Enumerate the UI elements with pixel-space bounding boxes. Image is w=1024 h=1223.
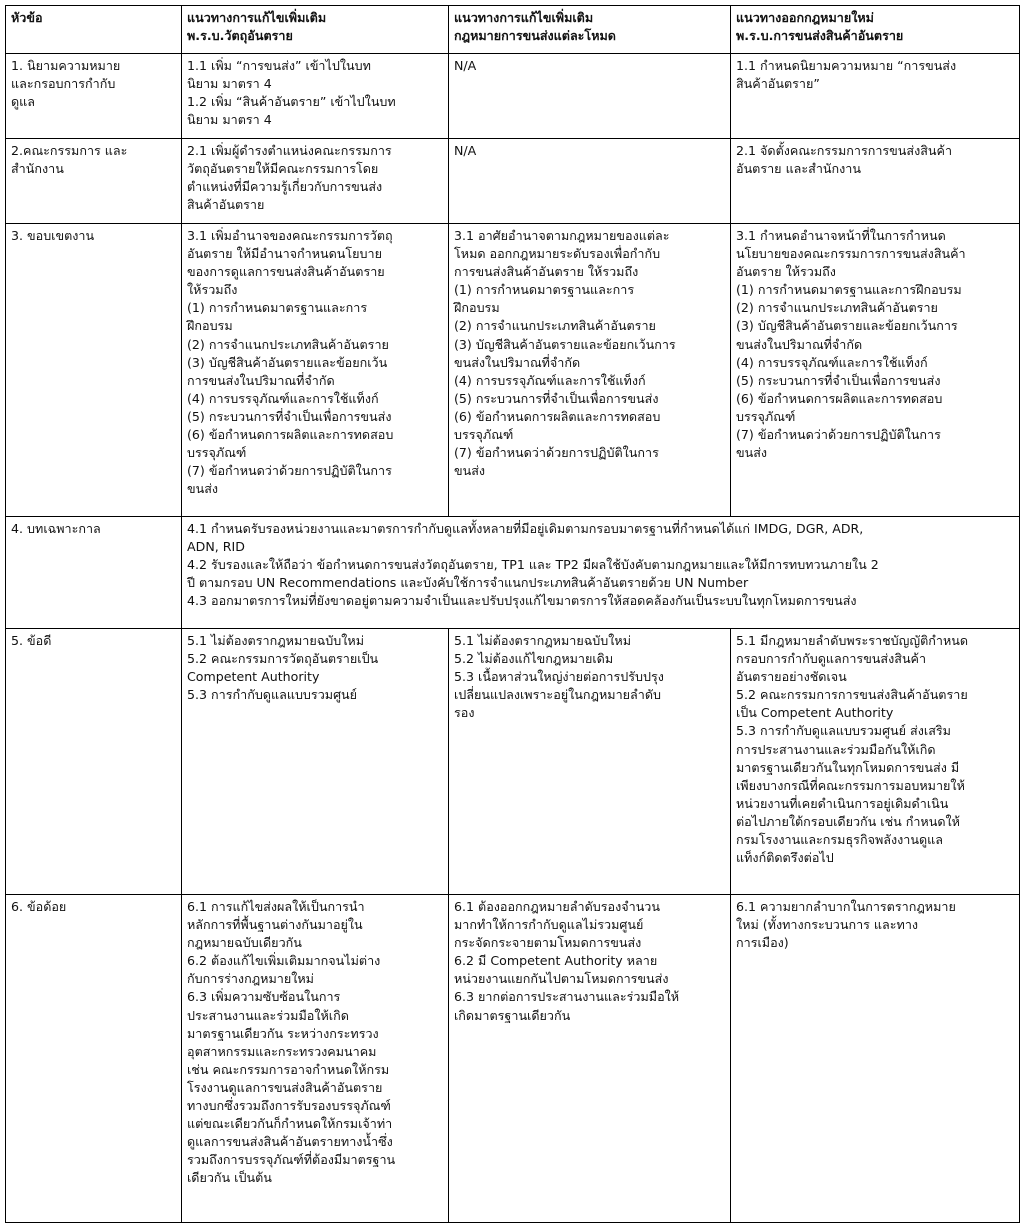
row-topic: 2.คณะกรรมการ และ สำนักงาน [6,139,182,224]
cell-col3: 3.1 กำหนดอำนาจหน้าที่ในการกำหนด นโยบายของคณะกรรมการการขนส่งสินค้า อันตราย ให้รวมถึง (1) การกำหนดมาตรฐานและการฝึกอบรม (2) การจำแนกประเภทสินค้าอันตราย (3) บัญชีสินค้าอันตรายและข้อยกเว้นการ ขนส่งในปริมาณที่จำกัด (4) การบรรจุภัณฑ์และการใช้แท็งก์ (5) กระบวนการที่จำเป็นเพื่อการขนส่ง (6) ข้อกำหนดการผลิตและการทดสอบ บรรจุภัณฑ์ (7) ข้อกำหนดว่าด้วยการปฏิบัติในการ ขนส่ง [731,224,1020,517]
header-amend-hazardous-substance-act: แนวทางการแก้ไขเพิ่มเติม พ.ร.บ.วัตถุอันตราย [182,6,449,54]
cell-col2: 5.1 ไม่ต้องตรากฎหมายฉบับใหม่ 5.2 ไม่ต้องแก้ไขกฎหมายเดิม 5.3 เนื้อหาส่วนใหญ่ง่ายต่อการปรับปรุง เปลี่ยนแปลงเพราะอยู่ในกฎหมายลำดับ รอง [449,629,731,895]
cell-merged-transitional: 4.1 กำหนดรับรองหน่วยงานและมาตรการกำกับดูแลทั้งหลายที่มีอยู่เดิมตามกรอบมาตรฐานที่กำหนดได้แก่ IMDG, DGR, ADR, ADN, RID 4.2 รับรองและให้ถือว่า ข้อกำหนดการขนส่งวัตถุอันตราย, TP1 และ TP2 มีผลใช้บังคับตามกฎหมายและให้มีการทบทวนภายใน 2 ปี ตามกรอบ UN Recommendations และบังคับใช้การจำแนกประเภทสินค้าอันตรายด้วย UN Number 4.3 ออกมาตรการใหม่ที่ยังขาดอยู่ตามความจำเป็นและปรับปรุงแก้ไขมาตรการให้สอดคล้องกันเป็นระบบในทุกโหมดการขนส่ง [182,517,1020,629]
header-new-dangerous-goods-act: แนวทางออกกฎหมายใหม่ พ.ร.บ.การขนส่งสินค้าอันตราย [731,6,1020,54]
cell-col3: 1.1 กำหนดนิยามความหมาย “การขนส่ง สินค้าอันตราย” [731,54,1020,139]
table-row [6,517,1020,629]
table-row [6,54,1020,139]
table-row [6,895,1020,1223]
cell-col3: 5.1 มีกฎหมายลำดับพระราชบัญญัติกำหนด กรอบการกำกับดูแลการขนส่งสินค้า อันตรายอย่างชัดเจน 5.2 คณะกรรมการการขนส่งสินค้าอันตราย เป็น Competent Authority 5.3 การกำกับดูแลแบบรวมศูนย์ ส่งเสริม การประสานงานและร่วมมือกันให้เกิด มาตรฐานเดียวกันในทุกโหมดการขนส่ง มี เพียงบางกรณีที่คณะกรรมการมอบหมายให้ หน่วยงานที่เคยดำเนินการอยู่เดิมดำเนิน ต่อไปภายใต้กรอบเดียวกัน เช่น กำหนดให้ กรมโรงงานและกรมธุรกิจพลังงานดูแล แท็งก์ติดตรึงต่อไป [731,629,1020,895]
cell-col2: N/A [449,54,731,139]
row-topic: 5. ข้อดี [6,629,182,895]
comparison-table [5,5,1020,1223]
header-amend-modal-laws: แนวทางการแก้ไขเพิ่มเติม กฎหมายการขนส่งแต่ละโหมด [449,6,731,54]
cell-col2: 6.1 ต้องออกกฎหมายลำดับรองจำนวน มากทำให้การกำกับดูแลไม่รวมศูนย์ กระจัดกระจายตามโหมดการขนส่ง 6.2 มี Competent Authority หลาย หน่วยงานแยกกันไปตามโหมดการขนส่ง 6.3 ยากต่อการประสานงานและร่วมมือให้ เกิดมาตรฐานเดียวกัน [449,895,731,1223]
table-row [6,629,1020,895]
cell-col1: 5.1 ไม่ต้องตรากฎหมายฉบับใหม่ 5.2 คณะกรรมการวัตถุอันตรายเป็น Competent Authority 5.3 การกำกับดูแลแบบรวมศูนย์ [182,629,449,895]
cell-col2: 3.1 อาศัยอำนาจตามกฎหมายของแต่ละ โหมด ออกกฎหมายระดับรองเพื่อกำกับ การขนส่งสินค้าอันตราย ให้รวมถึง (1) การกำหนดมาตรฐานและการ ฝึกอบรม (2) การจำแนกประเภทสินค้าอันตราย (3) บัญชีสินค้าอันตรายและข้อยกเว้นการ ขนส่งในปริมาณที่จำกัด (4) การบรรจุภัณฑ์และการใช้แท็งก์ (5) กระบวนการที่จำเป็นเพื่อการขนส่ง (6) ข้อกำหนดการผลิตและการทดสอบ บรรจุภัณฑ์ (7) ข้อกำหนดว่าด้วยการปฏิบัติในการ ขนส่ง [449,224,731,517]
row-topic: 4. บทเฉพาะกาล [6,517,182,629]
cell-col2: N/A [449,139,731,224]
cell-col3: 6.1 ความยากลำบากในการตรากฎหมาย ใหม่ (ทั้งทางกระบวนการ และทาง การเมือง) [731,895,1020,1223]
cell-col1: 1.1 เพิ่ม “การขนส่ง” เข้าไปในบท นิยาม มาตรา 4 1.2 เพิ่ม “สินค้าอันตราย” เข้าไปในบท นิยาม มาตรา 4 [182,54,449,139]
row-topic: 1. นิยามความหมาย และกรอบการกำกับ ดูแล [6,54,182,139]
header-row [6,6,1020,54]
cell-col1: 6.1 การแก้ไขส่งผลให้เป็นการนำ หลักการที่พื้นฐานต่างกันมาอยู่ใน กฎหมายฉบับเดียวกัน 6.2 ต้องแก้ไขเพิ่มเติมมากจนไม่ต่าง กับการร่างกฎหมายใหม่ 6.3 เพิ่มความซับซ้อนในการ ประสานงานและร่วมมือให้เกิด มาตรฐานเดียวกัน ระหว่างกระทรวง อุตสาหกรรมและกระทรวงคมนาคม เช่น คณะกรรมการอาจกำหนดให้กรม โรงงานดูแลการขนส่งสินค้าอันตราย ทางบกซึ่งรวมถึงการรับรองบรรจุภัณฑ์ แต่ขณะเดียวกันก็กำหนดให้กรมเจ้าท่า ดูแลการขนส่งสินค้าอันตรายทางน้ำซึ่ง รวมถึงการบรรจุภัณฑ์ที่ต้องมีมาตรฐาน เดียวกัน เป็นต้น [182,895,449,1223]
cell-col1: 2.1 เพิ่มผู้ดำรงตำแหน่งคณะกรรมการ วัตถุอันตรายให้มีคณะกรรมการโดย ตำแหน่งที่มีความรู้เกี่ยวกับการขนส่ง สินค้าอันตราย [182,139,449,224]
cell-col3: 2.1 จัดตั้งคณะกรรมการการขนส่งสินค้า อันตราย และสำนักงาน [731,139,1020,224]
cell-col1: 3.1 เพิ่มอำนาจของคณะกรรมการวัตถุ อันตราย ให้มีอำนาจกำหนดนโยบาย ของการดูแลการขนส่งสินค้าอันตราย ให้รวมถึง (1) การกำหนดมาตรฐานและการ ฝึกอบรม (2) การจำแนกประเภทสินค้าอันตราย (3) บัญชีสินค้าอันตรายและข้อยกเว้น การขนส่งในปริมาณที่จำกัด (4) การบรรจุภัณฑ์และการใช้แท็งก์ (5) กระบวนการที่จำเป็นเพื่อการขนส่ง (6) ข้อกำหนดการผลิตและการทดสอบ บรรจุภัณฑ์ (7) ข้อกำหนดว่าด้วยการปฏิบัติในการ ขนส่ง [182,224,449,517]
row-topic: 3. ขอบเขตงาน [6,224,182,517]
row-topic: 6. ข้อด้อย [6,895,182,1223]
table-row [6,224,1020,517]
header-topic: หัวข้อ [6,6,182,54]
table-row [6,139,1020,224]
